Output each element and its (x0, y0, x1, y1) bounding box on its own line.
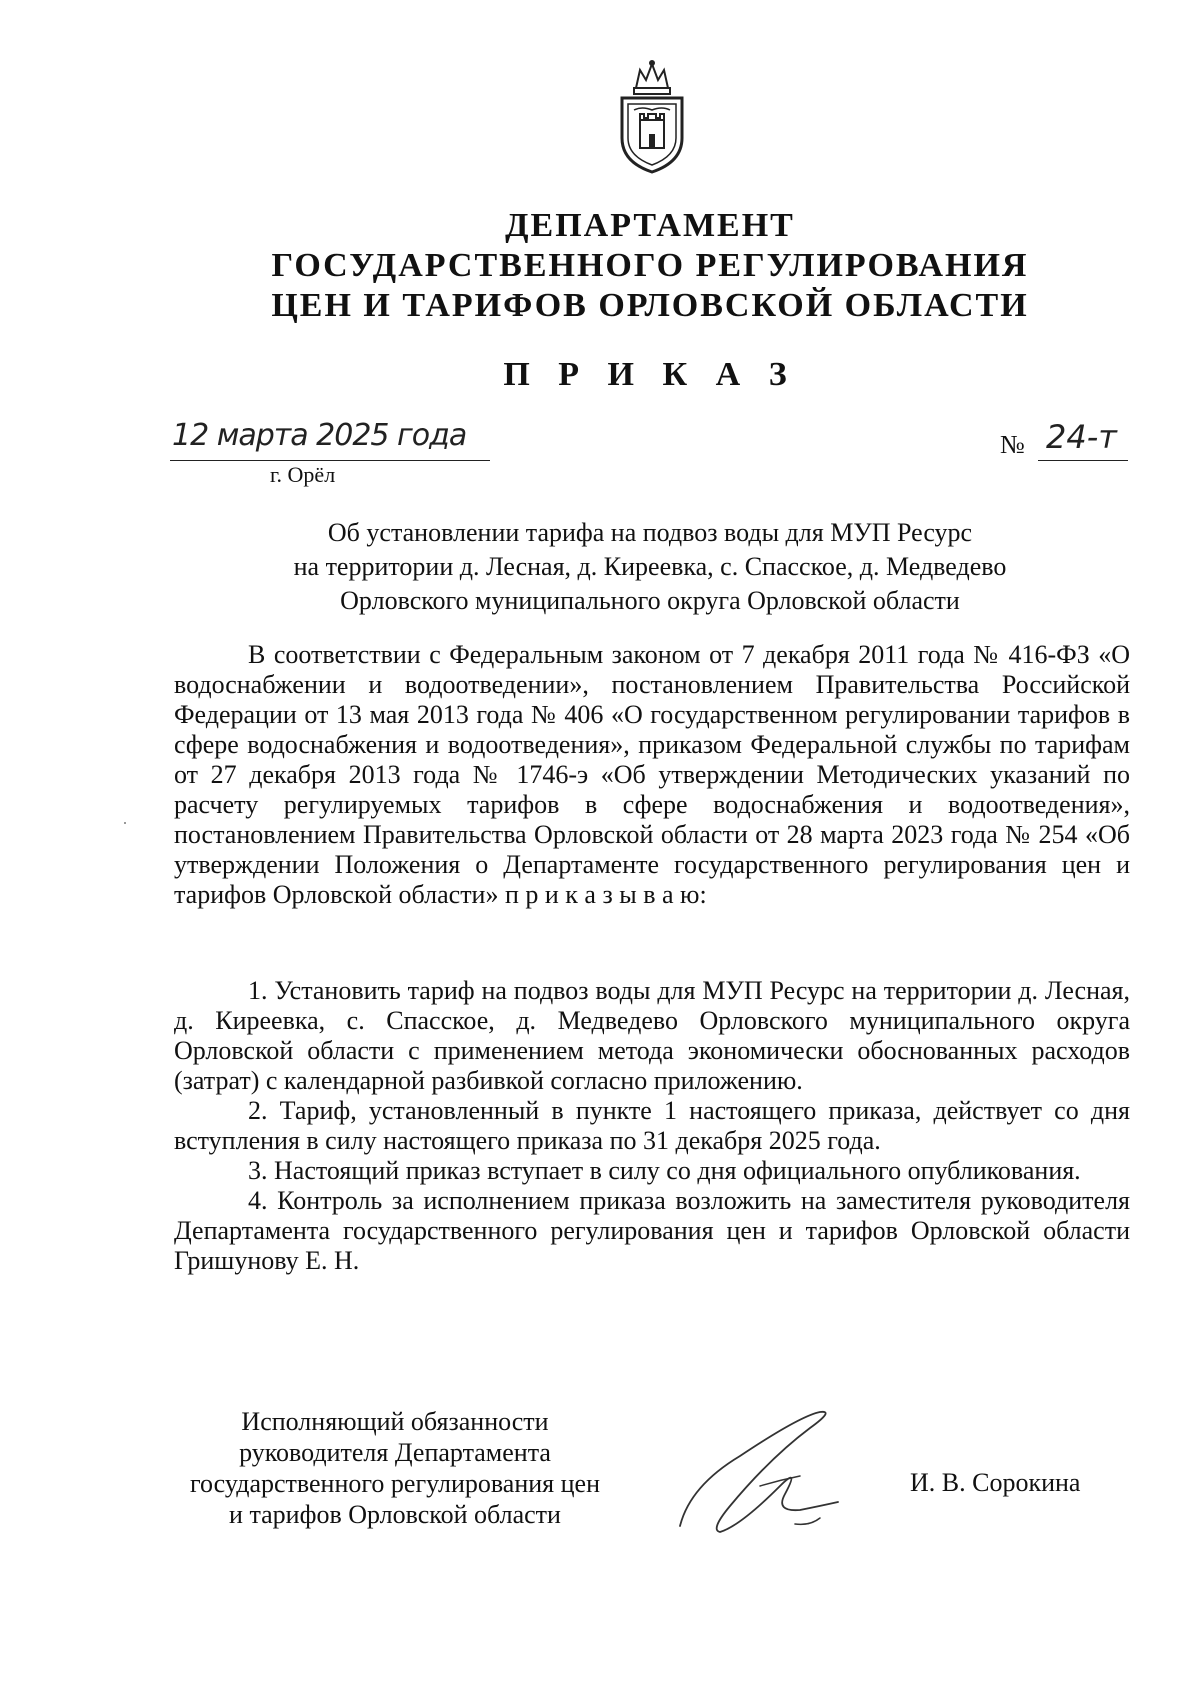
order-item-4: 4. Контроль за исполнением приказа возложить на заместителя руководителя Департамента государственного регулирования цен и тарифов Орловской области Гришунову Е. Н. (174, 1186, 1130, 1275)
handwritten-date: 12 марта 2025 года (172, 418, 467, 453)
order-item-3: 3. Настоящий приказ вступает в силу со дня официального опубликования. (248, 1156, 1081, 1185)
number-underline (1038, 460, 1128, 461)
header-line-2: ГОСУДАРСТВЕННОГО РЕГУЛИРОВАНИЯ (271, 247, 1029, 284)
order-item-2: 2. Тариф, установленный в пункте 1 настоящего приказа, действует со дня вступления в силу настоящего приказа по 31 декабря 2025 года. (174, 1096, 1130, 1155)
handwritten-signature (670, 1406, 890, 1556)
coat-of-arms-emblem (612, 58, 692, 176)
preamble-block (174, 640, 1130, 910)
subject-line-2: на территории д. Лесная, д. Киреевка, с. Спасское, д. Медведево (293, 552, 1007, 581)
scan-speck (124, 822, 126, 824)
header-line-3: ЦЕН И ТАРИФОВ ОРЛОВСКОЙ ОБЛАСТИ (271, 287, 1029, 324)
number-label: № (1000, 430, 1025, 459)
handwritten-number: 24-т (1046, 418, 1117, 456)
subject-line-3: Орловского муниципального округа Орловской области (340, 586, 960, 615)
order-subject (160, 516, 1140, 618)
signatory-position (160, 1406, 630, 1530)
header-line-1: ДЕПАРТАМЕНТ (505, 207, 795, 244)
order-item-1: 1. Установить тариф на подвоз воды для МУП Ресурс на территории д. Лесная, д. Киреевка, с. Спасское, д. Медведево Орловского муниципального округа Орловской области с применением метода экономически обоснованных расходов (затрат) с календарной разбивкой согласно приложению. (174, 976, 1130, 1095)
city-label: г. Орёл (270, 462, 336, 487)
preamble-text: В соответствии с Федеральным законом от 7 декабря 2011 года № 416-ФЗ «О водоснабжении и водоотведении», постановлением Правительства Российской Федерации от 13 мая 2013 года № 406 «О государственном регулировании тарифов в сфере водоснабжения и водоотведения», приказом Федеральной службы по тарифам от 27 декабря 2013 года № 1746-э «Об утверждении Методических указаний по расчету регулируемых тарифов в сфере водоснабжения и водоотведения», постановлением Правительства Орловской области от 28 марта 2023 года № 254 «Об утверждении Положения о Департаменте государственного регулирования цен и тарифов Орловской области» п р и к а з ы в а ю: (174, 640, 1130, 909)
department-header (160, 206, 1140, 326)
order-items (174, 976, 1130, 1276)
document-title: П Р И К А З (503, 356, 797, 393)
signatory-name: И. В. Сорокина (910, 1468, 1081, 1497)
position-line-2: руководителя Департамента (239, 1438, 551, 1467)
position-line-3: государственного регулирования цен (190, 1469, 600, 1498)
position-line-1: Исполняющий обязанности (241, 1407, 549, 1436)
position-line-4: и тарифов Орловской области (229, 1500, 561, 1529)
subject-line-1: Об установлении тарифа на подвоз воды для МУП Ресурс (327, 518, 973, 547)
